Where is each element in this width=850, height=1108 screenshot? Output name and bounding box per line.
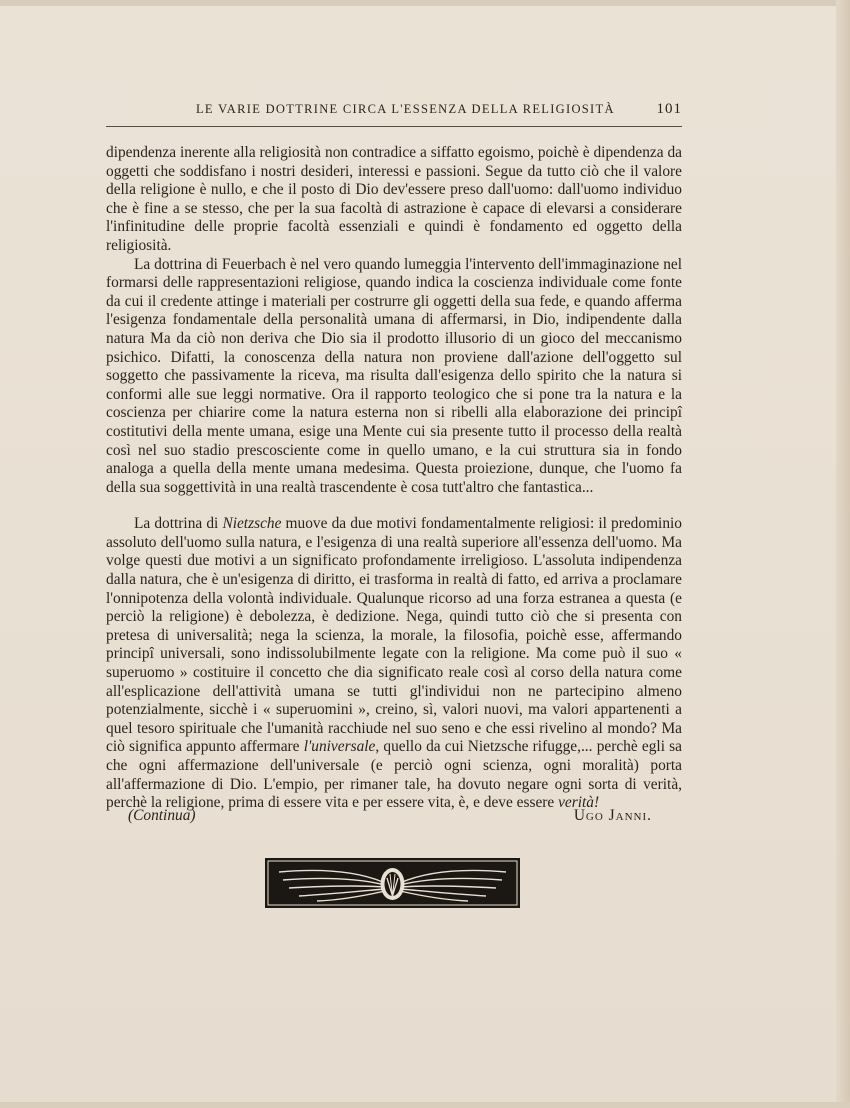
page-edge-right bbox=[836, 0, 850, 1108]
page-edge-bottom bbox=[0, 1102, 850, 1108]
name-nietzsche: Nietzsche bbox=[222, 515, 282, 533]
paragraph-3-middle: muove da due motivi fondamentalmente religiosi: il predominio assoluto dell'uomo sulla natura, e l'esigenza di una realtà superiore all'essenza dell'uomo. Ma volge questi due motivi a un significato profondamente irreligioso. L'assoluta indipendenza dalla natura, che è un'esigenza di diritto, ei trasforma in realtà di fatto, ed arriva a proclamare l'onnipotenza della volontà individuale. Qualunque ricorso ad una forza estranea a questa (e perciò la religione) è debolezza, è dedizione. Nega, quindi tutto ciò che si presenta con pretesa di universalità; nega la scienza, la morale, la filosofia, poichè esse, affermando principî universali, sono indissolubilmente legate con la religione. Ma come può il suo « superuomo » costituire il concetto che dia significato reale così al corso della natura come all'esplicazione dell'attività umana se tutti gl'individui non ne partecipino almeno potenzialmente, sicchè i « superuomini », creino, sì, valori nuovi, ma valori appartenenti a quel tesoro spirituale che l'umanità racchiude nel suo seno e che essi rivelino al mondo? Ma ciò significa appunto affermare bbox=[106, 515, 682, 756]
term-verita: verità! bbox=[558, 794, 600, 812]
paragraph-1: dipendenza inerente alla religiosità non contradice a siffatto egoismo, poichè è dipendenza da oggetti che soddisfano i nostri desideri, interessi e passioni. Segue da tutto ciò che il valore della religione è nullo, e che il posto di Dio dev'essere preso dall'uomo: dall'uomo individuo che è fine a se stesso, che per la sua facoltà di astrazione è capace di elevarsi a considerare l'infinitudine delle proprie facoltà essenziali e quindi è fondamento ed oggetto della religiosità. bbox=[106, 144, 682, 254]
body-text bbox=[106, 144, 682, 813]
header-rule bbox=[106, 126, 682, 127]
paragraph-2: La dottrina di Feuerbach è nel vero quando lumeggia l'intervento dell'immaginazione nel formarsi delle rappresentazioni religiose, quando indica la coscienza individuale come fonte da cui il credente attinge i materiali per costrurre gli oggetti della sua fede, e quando afferma l'esigenza fondamentale della personalità umana di affermarsi, in Dio, indipendente dalla natura Ma da ciò non deriva che Dio sia il prodotto illusorio di un gioco del meccanismo psichico. Difatti, la conoscenza della natura non proviene dall'azione dell'oggetto sul soggetto che passivamente la riceva, ma risulta dall'esigenza dello spirito che la natura si conformi alle sue leggi normative. Ora il rapporto teologico che si pone tra la natura e la coscienza per chiarire come la natura esterna non si ribelli alla elaborazione dei principî costitutivi della mente umana, esige una Mente cui sia presente tutto il processo della realtà così nel suo stadio prescosciente come in quello umano, e la cui struttura sia in fondo analoga a quella della mente umana medesima. Questa proiezione, dunque, che l'uomo fa della sua soggettività in una realtà trascendente è cosa tutt'altro che fantastica... bbox=[106, 255, 682, 496]
page-number: 101 bbox=[656, 101, 682, 117]
paragraph-3-start: La dottrina di bbox=[134, 515, 223, 533]
paragraph-3-end: , quello da cui Nietzsche rifugge,... perchè egli sa che ogni affermazione dell'universale (e perciò ogni scienza, ogni moralità) porta all'affermazione di Dio. L'empio, per rimaner tale, ha dovuto negare ogni sorta di verità, perchè la religione, prima di essere vita e per essere vita, è, e deve essere bbox=[106, 738, 682, 812]
term-universale: l'universale bbox=[303, 738, 376, 756]
signoff bbox=[106, 807, 652, 827]
paragraph-3 bbox=[106, 515, 682, 813]
page-edge-top bbox=[0, 0, 850, 6]
running-header bbox=[106, 102, 682, 126]
running-title: LE VARIE DOTTRINE CIRCA L'ESSENZA DELLA RELIGIOSITÀ bbox=[196, 102, 615, 116]
author-name: Ugo Janni. bbox=[573, 807, 652, 824]
continua-note: (Continua) bbox=[128, 807, 196, 824]
winged-emblem-icon bbox=[265, 858, 520, 908]
